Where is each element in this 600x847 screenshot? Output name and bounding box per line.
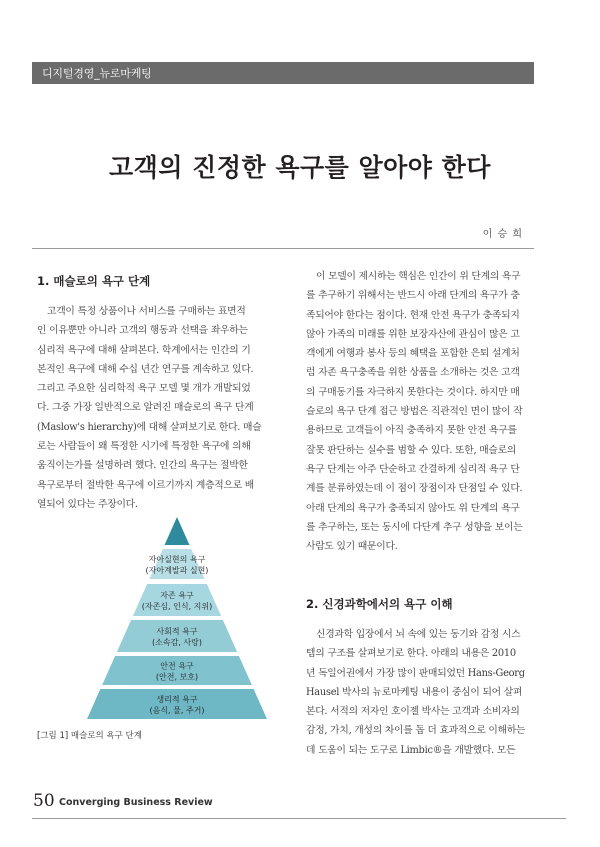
section-header-label: 디지털경영_뉴로마케팅 — [42, 67, 152, 80]
pyramid-level-3 — [117, 620, 237, 652]
article-title: 고객의 진정한 욕구를 알아야 한다 — [109, 153, 491, 182]
pyramid-level-detail: (소속감, 사랑) — [152, 638, 202, 647]
text-line: 고객이 특정 상품이나 서비스를 구매하는 표면적 — [47, 306, 246, 317]
text-line: 인 이유뿐만 아니라 고객의 행동과 선택을 좌우하는 — [37, 325, 248, 337]
text-line: Hausel 박사의 뉴로마케팅 내용이 중심이 되어 살펴 — [306, 686, 523, 698]
text-line: 본다. 서적의 저자인 호이젤 박사는 고객과 소비자의 — [306, 706, 520, 718]
footer-rule — [32, 818, 566, 819]
pyramid-level-name: 생리적 욕구 — [156, 695, 198, 704]
maslow-pyramid — [87, 513, 267, 721]
pyramid-level-detail: (자존심, 인식, 지위) — [141, 602, 213, 611]
section1-body — [37, 302, 288, 514]
pyramid-level-2 — [133, 584, 221, 616]
figure-caption: [그림 1] 매슬로의 욕구 단계 — [37, 731, 142, 741]
text-line: 용하므로 고객들이 아직 충족하지 못한 안전 욕구를 — [306, 425, 517, 437]
text-line: 않아 가족의 미래를 위한 보장자산에 관심이 많은 고 — [306, 328, 520, 340]
column2-body — [306, 267, 535, 556]
pyramid-level-detail: (자아계발과 실현) — [145, 566, 209, 575]
pyramid-apex — [165, 517, 190, 545]
journal-name: Converging Business Review — [59, 797, 213, 808]
text-line: 럼 자존 욕구충족을 위한 상품을 소개하는 것은 고객 — [306, 367, 520, 379]
text-line: 심리적 욕구에 대해 살펴본다. 학계에서는 인간의 기 — [37, 344, 251, 356]
text-line: 움직이는가를 설명하려 했다. 인간의 욕구는 절박한 — [37, 460, 248, 472]
text-line: 를 추구하기 위해서는 반드시 아래 단계의 욕구가 충 — [306, 290, 520, 302]
text-line: 족되어야 한다는 점이다. 현재 안전 욕구가 충족되지 — [306, 309, 520, 321]
pyramid-level-name: 사회적 욕구 — [156, 627, 198, 636]
page-number: 50 — [33, 791, 55, 811]
article-author: 이 승 희 — [482, 229, 523, 240]
section2-body — [306, 625, 535, 760]
text-line: 아래 단계의 욕구가 충족되지 않아도 위 단계의 욕구 — [306, 502, 520, 514]
pyramid-level-detail: (안전, 보호) — [155, 672, 199, 682]
text-line: 그리고 주요한 심리학적 욕구 모델 몇 개가 개발되었 — [37, 383, 251, 395]
text-line: 사람도 있기 때문이다. — [306, 541, 398, 553]
text-line: 욕구로부터 절박한 욕구에 이르기까지 계층적으로 배 — [37, 479, 255, 491]
text-line: 슬로의 욕구 단계 접근 방법은 직관적인 면이 많이 작 — [306, 406, 523, 418]
text-line: 계를 분류하였는데 이 점이 장점이자 단점일 수 있다. — [306, 483, 523, 495]
text-line: 년 독일어권에서 가장 많이 판매되었던 Hans-Georg — [306, 667, 525, 679]
text-line: 이 모델이 제시하는 핵심은 인간이 위 단계의 욕구 — [316, 271, 521, 282]
text-line: 의 구매동기를 자극하지 못한다는 것이다. 하지만 매 — [306, 386, 520, 398]
section2-heading: 2. 신경과학에서의 욕구 이해 — [306, 597, 453, 611]
text-line: 욕구 단계는 아주 단순하고 간결하게 심리적 욕구 단 — [306, 463, 520, 475]
text-line: 로는 사람들이 왜 특정한 시기에 특정한 욕구에 의해 — [37, 441, 251, 453]
title-divider — [32, 248, 534, 249]
text-line: 템의 구조를 살펴보기로 한다. 아래의 내용은 2010 — [306, 648, 516, 660]
text-line: 감정, 가치, 개성의 차이를 돕 더 효과적으로 이해하는 — [306, 725, 526, 737]
section-header-band — [32, 62, 534, 84]
pyramid-level-name: 자아실현의 욕구 — [148, 555, 206, 564]
text-line: (Maslow's hierarchy)에 대해 살펴보기로 한다. 매슬 — [37, 421, 262, 433]
text-line: 본적인 욕구에 대해 수십 년간 연구를 계속하고 있다. — [37, 363, 254, 375]
text-line: 를 추구하는, 또는 동시에 다단계 추구 성향을 보이는 — [306, 521, 523, 533]
text-line: 데 도움이 되는 도구로 Limbic®을 개발했다. 모든 — [306, 744, 516, 756]
section1-heading: 1. 매슬로의 욕구 단계 — [37, 274, 151, 288]
pyramid-level-name: 자존 욕구 — [160, 591, 194, 600]
pyramid-level-name: 안전 욕구 — [160, 661, 194, 671]
pyramid-level-detail: (음식, 물, 주거) — [149, 706, 205, 715]
text-line: 열되어 있다는 주장이다. — [37, 498, 138, 510]
text-line: 다. 그중 가장 일반적으로 알려진 매슬로의 욕구 단계 — [37, 402, 254, 414]
text-line: 잘못 판단하는 실수를 범할 수 있다. 또한, 매슬로의 — [306, 444, 517, 456]
text-line: 객에게 여행과 봉사 등의 혜택을 포함한 은퇴 설계처 — [306, 348, 520, 360]
text-line: 신경과학 입장에서 뇌 속에 있는 동기와 감정 시스 — [316, 629, 521, 640]
